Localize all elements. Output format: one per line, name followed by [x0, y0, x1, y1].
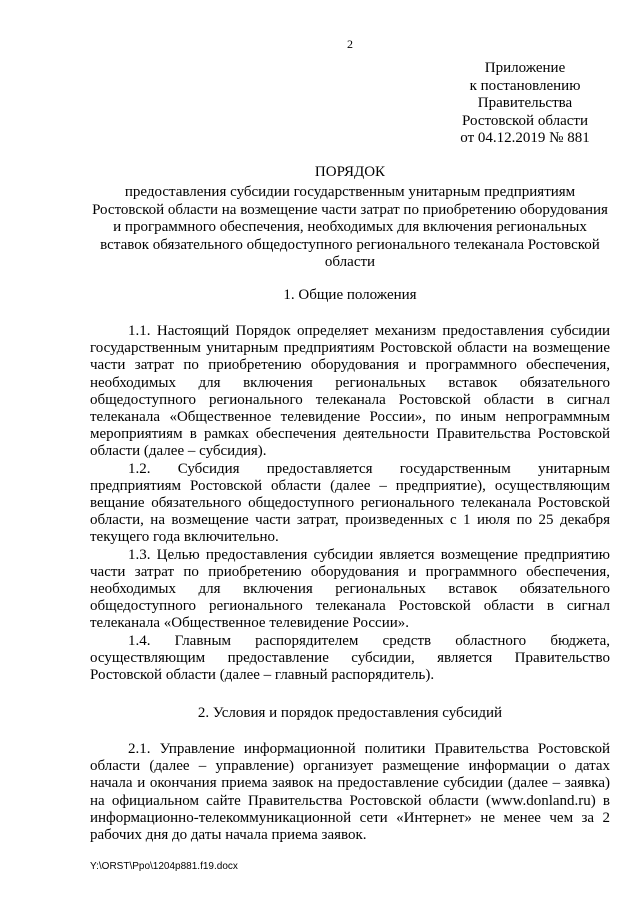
paragraph-1-4: 1.4. Главным распорядителем средств областного бюджета, осуществляющим предоставление субсидии, является Правительство Ростовской области (далее – главный распорядитель).	[90, 632, 610, 684]
document-subtitle: предоставления субсидии государственным унитарным предприятиям Ростовской области на возмещение части затрат по приобретению оборудования и программного обеспечения, необходимых для включения региональных вставок обязательного общедоступного регионального телеканала Ростовской области	[92, 184, 608, 270]
appendix-line: Ростовской области	[462, 112, 588, 129]
section-1-body	[90, 323, 610, 684]
section-1-heading: 1. Общие положения	[283, 287, 417, 303]
appendix-block	[440, 60, 610, 148]
appendix-line: Правительства	[477, 95, 573, 111]
footer-file-path: Y:\ORST\Ppo\1204p881.f19.docx	[90, 861, 238, 872]
section-2-body	[90, 741, 610, 844]
page-number: 2	[347, 37, 353, 51]
appendix-line: от 04.12.2019 № 881	[460, 130, 590, 146]
paragraph-1-1: 1.1. Настоящий Порядок определяет механизм предоставления субсидии государственным унитарным предприятиям Ростовской области на возмещение части затрат по приобретению оборудования и программного обеспечения, необходимых для включения региональных вставок обязательного общедоступного регионального телеканала Ростовской области в сигнал телеканала «Общественное телевидение России», по иным непрограммным мероприятиям в рамках обеспечения деятельности Правительства Ростовской области (далее – субсидия).	[90, 323, 610, 460]
document-title: ПОРЯДОК	[314, 164, 386, 180]
paragraph-1-2: 1.2. Субсидия предоставляется государственным унитарным предприятиям Ростовской области (далее – предприятие), осуществляющим вещание обязательного общедоступного регионального телеканала Ростовской области, на возмещение части затрат, произведенных с 1 июля по 25 декабря текущего года включительно.	[90, 460, 610, 546]
paragraph-1-3: 1.3. Целью предоставления субсидии является возмещение предприятию части затрат по приобретению оборудования и программного обеспечения, необходимых для включения региональных вставок обязательного общедоступного регионального телеканала Ростовской области в сигнал телеканала «Общественное телевидение России».	[90, 546, 610, 632]
section-2-heading: 2. Условия и порядок предоставления субсидий	[197, 705, 503, 721]
appendix-line: к постановлению	[469, 77, 581, 94]
appendix-line: Приложение	[484, 60, 566, 76]
paragraph-2-1: 2.1. Управление информационной политики Правительства Ростовской области (далее – управление) организует размещение информации о датах начала и окончания приема заявок на предоставление субсидии (далее – заявка) на официальном сайте Правительства Ростовской области (www.donland.ru) в информационно-телекоммуникационной сети «Интернет» не менее чем за 2 рабочих дня до даты начала приема заявок.	[90, 741, 610, 844]
